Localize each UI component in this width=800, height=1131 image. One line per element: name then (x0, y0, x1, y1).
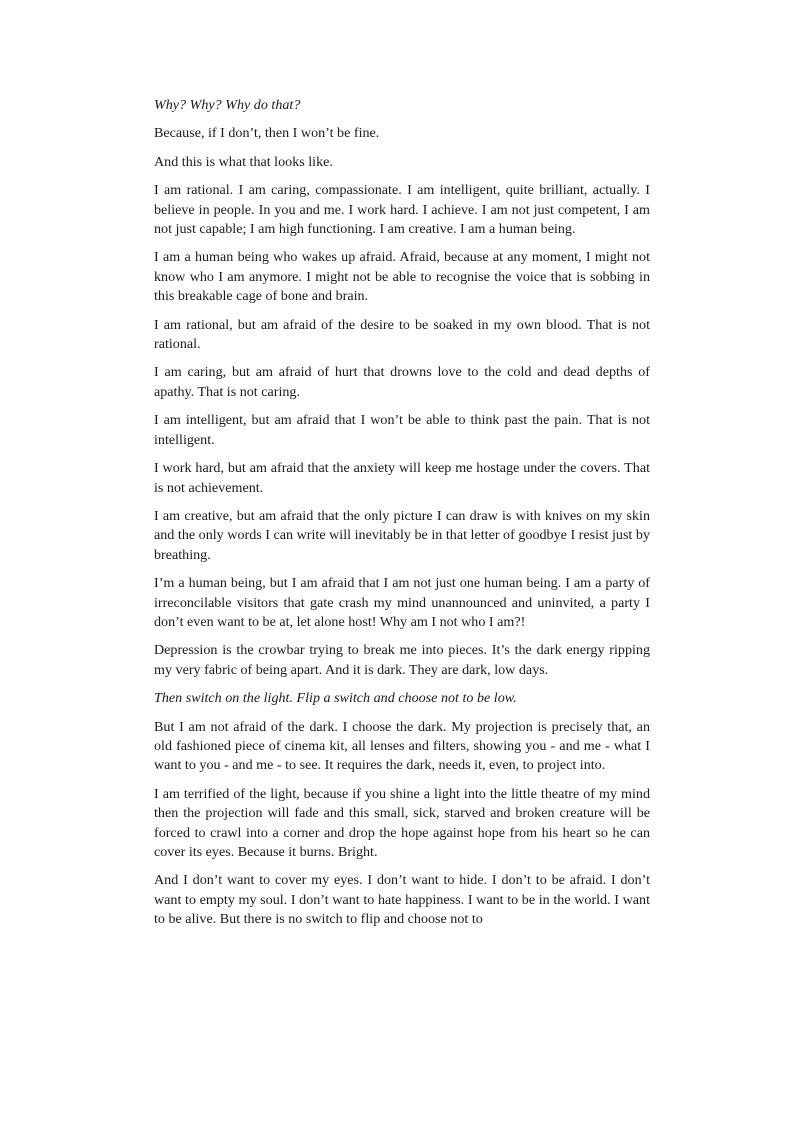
paragraph: And this is what that looks like. (154, 153, 333, 170)
paragraph: I am caring, but am afraid of hurt that drowns love to the cold and dead depths of apathy. That is not caring. (154, 364, 650, 400)
paragraph: Because, if I don’t, then I won’t be fine. (154, 125, 380, 142)
document-page (154, 96, 650, 939)
paragraph: I am creative, but am afraid that the only picture I can draw is with knives on my skin and the only words I can write will inevitably be in that letter of goodbye I resist just by breathing. (154, 507, 650, 563)
paragraph: Then switch on the light. Flip a switch and choose not to be low. (154, 690, 517, 707)
paragraph: I am rational, but am afraid of the desire to be soaked in my own blood. That is not rational. (154, 316, 650, 353)
paragraph: I am intelligent, but am afraid that I won’t be able to think past the pain. That is not intelligent. (154, 412, 650, 448)
paragraph: I am terrified of the light, because if you shine a light into the little theatre of my mind then the projection will fade and this small, sick, starved and broken creature will be forced to crawl into a corner and drop the hope against hope from his heart so he can cover its eyes. Because it burns. Bright. (154, 785, 650, 860)
paragraph: I work hard, but am afraid that the anxiety will keep me hostage under the covers. That is not achievement. (154, 460, 650, 496)
paragraph: But I am not afraid of the dark. I choose the dark. My projection is precisely that, an old fashioned piece of cinema kit, all lenses and filters, showing you - and me - what I want to you - and me - to see. It requires the dark, needs it, even, to project into. (154, 718, 650, 774)
paragraph: I am rational. I am caring, compassionate. I am intelligent, quite brilliant, actually. I believe in people. In you and me. I work hard. I achieve. I am not just competent, I am not just capable; I am high functioning. I am creative. I am a human being. (154, 182, 650, 238)
paragraph: I’m a human being, but I am afraid that I am not just one human being. I am a party of irreconcilable visitors that gate crash my mind unannounced and uninvited, a party I don’t even want to be at, let alone host! Why am I not who I am?! (154, 575, 650, 630)
paragraph: And I don’t want to cover my eyes. I don’t want to hide. I don’t to be afraid. I don’t want to empty my soul. I don’t want to hate happiness. I want to be in the world. I want to be alive. But there is no switch to flip and choose not to (154, 872, 650, 928)
paragraph: I am a human being who wakes up afraid. Afraid, because at any moment, I might not know who I am anymore. I might not be able to recognise the voice that is sobbing in this breakable cage of bone and brain. (154, 249, 650, 305)
paragraph: Depression is the crowbar trying to break me into pieces. It’s the dark energy ripping my very fabric of being apart. And it is dark. They are dark, low days. (154, 642, 650, 678)
paragraph: Why? Why? Why do that? (154, 97, 301, 113)
